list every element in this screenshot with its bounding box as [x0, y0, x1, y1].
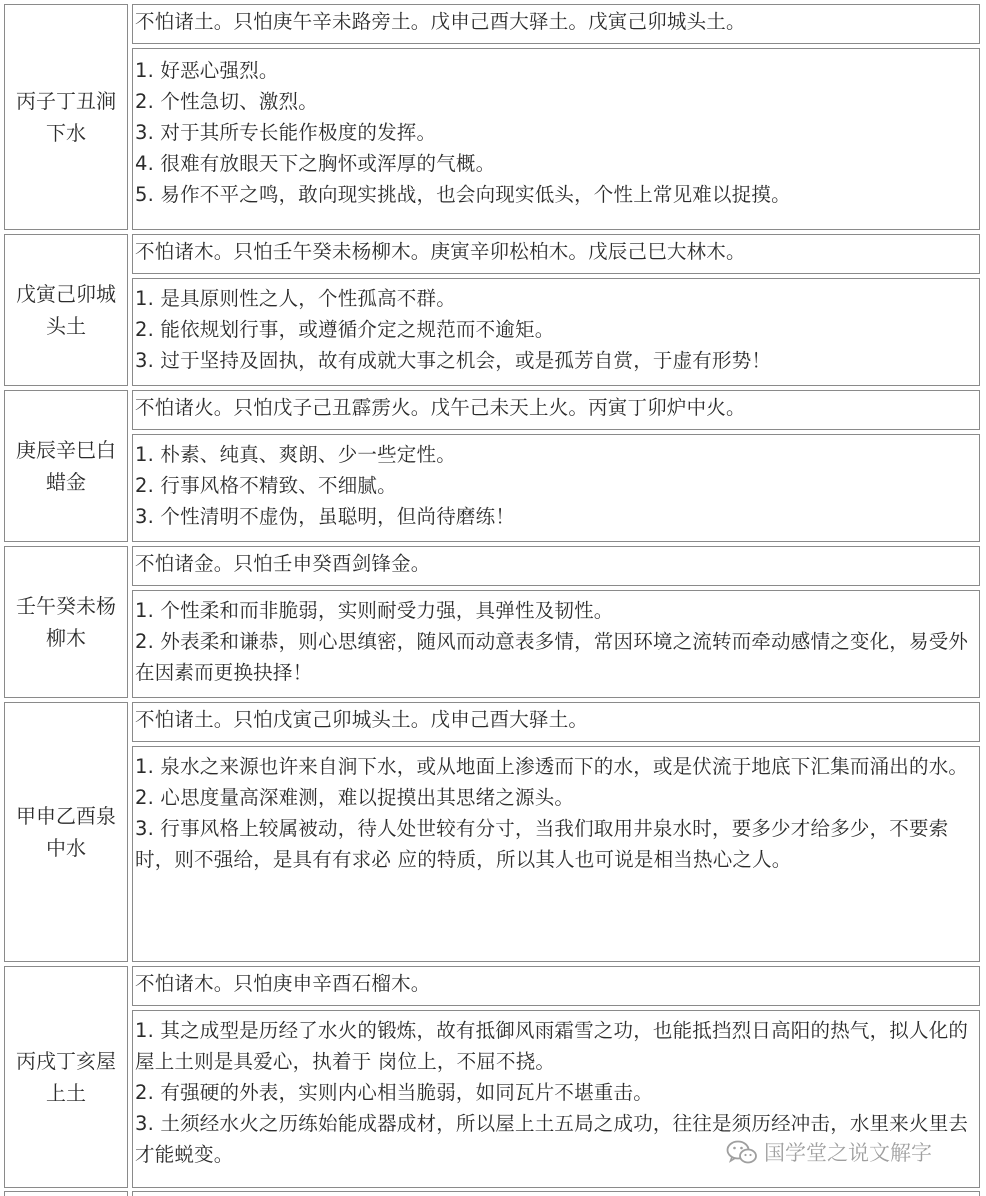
- fear-text: 不怕诸土。只怕戊寅己卯城头土。戊申己酉大驿土。: [135, 708, 589, 731]
- fear-cell: [132, 702, 980, 742]
- fear-cell: [132, 390, 980, 430]
- row-name: 甲申乙酉泉中水: [16, 804, 116, 860]
- fear-cell: [132, 234, 980, 274]
- fear-text: 不怕诸木。只怕壬午癸未杨柳木。庚寅辛卯松柏木。戊辰己巳大林木。: [135, 240, 746, 263]
- fear-text: 不怕诸土。只怕庚午辛未路旁土。戊申己酉大驿土。戊寅己卯城头土。: [135, 10, 746, 33]
- row-name: 丙子丁丑涧下水: [16, 89, 116, 145]
- trait-line: 5. 易作不平之鸣，敢向现实挑战，也会向现实低头，个性上常见难以捉摸。: [135, 183, 791, 206]
- trait-line: 3. 对于其所专长能作极度的发挥。: [135, 121, 437, 144]
- trait-line: 2. 个性急切、激烈。: [135, 90, 319, 113]
- fear-text: 不怕诸金。只怕壬申癸酉剑锋金。: [135, 552, 431, 575]
- next-row-cell-edge: [132, 1191, 980, 1196]
- traits-cell: [132, 746, 980, 962]
- traits-cell: [132, 48, 980, 230]
- trait-line: 3. 土须经水火之历练始能成器成材，所以屋上土五局之成功，往往是须历经冲击，水里来火里去才能蜕变。: [135, 1112, 969, 1166]
- row-name-cell: [4, 390, 128, 542]
- next-row-name-cell-edge: [4, 1191, 128, 1196]
- trait-line: 3. 过于坚持及固执，故有成就大事之机会，或是孤芳自赏，于虚有形势！: [135, 349, 772, 372]
- row-name-cell: [4, 702, 128, 962]
- trait-line: 4. 很难有放眼天下之胸怀或浑厚的气概。: [135, 152, 496, 175]
- trait-line: 1. 个性柔和而非脆弱，实则耐受力强，具弹性及韧性。: [135, 599, 614, 622]
- trait-line: 1. 朴素、纯真、爽朗、少一些定性。: [135, 443, 456, 466]
- fear-text: 不怕诸木。只怕庚申辛酉石榴木。: [135, 972, 431, 995]
- fear-cell: [132, 546, 980, 586]
- traits-cell: [132, 434, 980, 542]
- fear-cell: [132, 966, 980, 1006]
- fear-cell: [132, 4, 980, 44]
- trait-line: 2. 心思度量高深难测，难以捉摸出其思绪之源头。: [135, 786, 575, 809]
- trait-line: 1. 其之成型是历经了水火的锻炼，故有抵御风雨霜雪之功，也能抵挡烈日高阳的热气，拟人化的屋上土则是具爱心，执着于 岗位上，不屈不挠。: [135, 1019, 969, 1073]
- row-name: 壬午癸未杨柳木: [16, 594, 116, 650]
- trait-line: 2. 行事风格不精致、不细腻。: [135, 474, 397, 497]
- row-name: 丙戌丁亥屋上土: [16, 1049, 116, 1105]
- fear-text: 不怕诸火。只怕戊子己丑霹雳火。戊午己未天上火。丙寅丁卯炉中火。: [135, 396, 746, 419]
- trait-line: 1. 泉水之来源也许来自涧下水，或从地面上渗透而下的水，或是伏流于地底下汇集而涌出的水。: [135, 755, 969, 778]
- traits-cell: [132, 278, 980, 386]
- row-name-cell: [4, 546, 128, 698]
- trait-line: 3. 行事风格上较属被动，待人处世较有分寸，当我们取用井泉水时，要多少才给多少，不要索时，则不强给，是具有有求必 应的特质，所以其人也可说是相当热心之人。: [135, 817, 949, 871]
- trait-line: 2. 有强硬的外表，实则内心相当脆弱，如同瓦片不堪重击。: [135, 1081, 653, 1104]
- trait-line: 2. 外表柔和谦恭，则心思缜密，随风而动意表多情，常因环境之流转而牵动感情之变化，易受外在因素而更换抉择！: [135, 630, 969, 684]
- wechat-icon: [726, 1139, 758, 1165]
- watermark-text: 国学堂之说文解字: [764, 1141, 932, 1165]
- trait-line: 2. 能依规划行事，或遵循介定之规范而不逾矩。: [135, 318, 555, 341]
- row-name-cell: [4, 4, 128, 230]
- row-name: 戊寅己卯城头土: [16, 282, 116, 338]
- traits-cell: [132, 590, 980, 698]
- watermark: [726, 1137, 932, 1167]
- trait-line: 3. 个性清明不虚伪，虽聪明，但尚待磨练！: [135, 505, 516, 528]
- trait-line: 1. 好恶心强烈。: [135, 59, 279, 82]
- row-name-cell: [4, 234, 128, 386]
- row-name: 庚辰辛巳白蜡金: [16, 438, 116, 494]
- trait-line: 1. 是具原则性之人，个性孤高不群。: [135, 287, 456, 310]
- row-name-cell: [4, 966, 128, 1188]
